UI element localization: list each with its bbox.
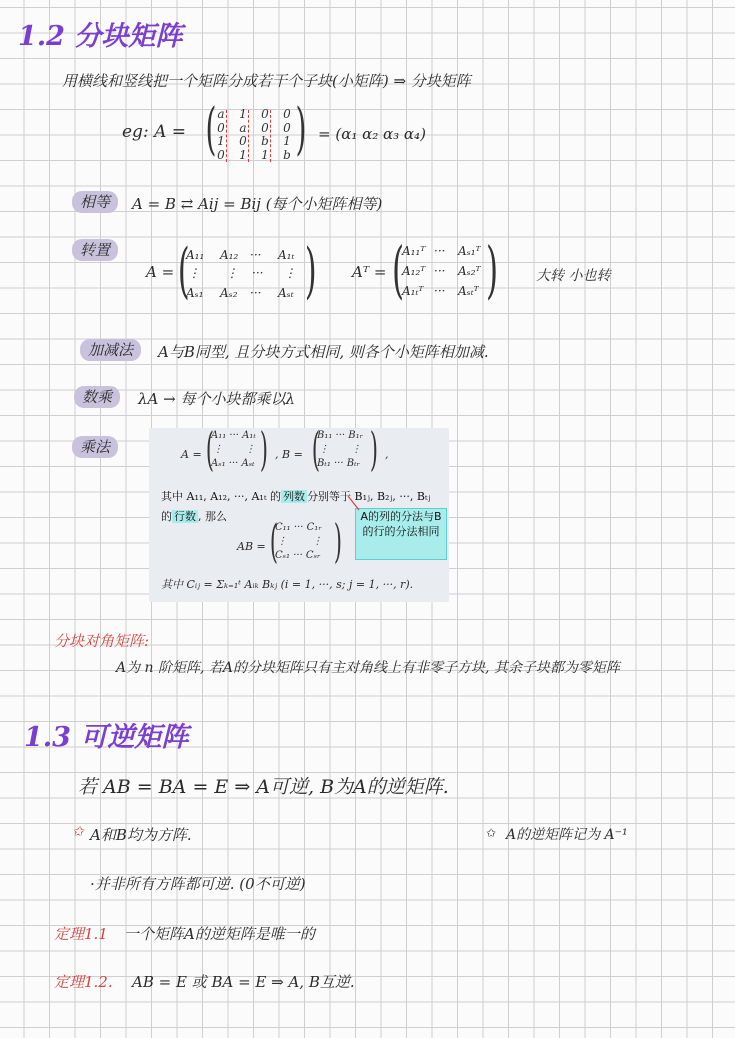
cell: 0 bbox=[261, 120, 269, 135]
example-matrix: ( ) a 1 0 0 0 a 0 0 1 0 b 1 0 1 1 b bbox=[205, 97, 307, 162]
add-subtract-rule: A与B同型, 且分块方式相同, 则各个小矩阵相加减. bbox=[158, 343, 489, 361]
inverse-notation-note: A的逆矩阵记为 A⁻¹ bbox=[506, 827, 628, 843]
scalar-mult-rule: λA → 每个小块都乘以λ bbox=[138, 390, 295, 408]
excerpt-line1 bbox=[161, 488, 431, 504]
excerpt-formula: 其中 Cᵢⱼ = Σₖ₌₁ᵗ Aᵢₖ Bₖⱼ (i = 1, ···, s; j = 1, ···, r). bbox=[161, 578, 414, 591]
theorem-1-2-label: 定理1.2. bbox=[54, 973, 113, 991]
tag-scalar-mult: 数乘 bbox=[74, 386, 120, 408]
excerpt-matrix-b: ( ) B₁₁ ··· B₁ᵣ ⋮ ⋮ Bₜ₁ ··· Bₜᵣ bbox=[311, 422, 379, 476]
diagonal-block-label: 分块对角矩阵: bbox=[54, 632, 150, 650]
cell: b bbox=[261, 134, 269, 148]
cell: 0 bbox=[261, 107, 269, 121]
callout-note: A的列的分法与B的行的分法相同 bbox=[355, 508, 447, 560]
tag-add-subtract: 加减法 bbox=[80, 339, 141, 361]
excerpt-line2 bbox=[161, 508, 227, 524]
inverse-definition: 若 AB = BA = E ⇒ A可逆, B为A的逆矩阵. bbox=[78, 776, 449, 798]
callout-pointer bbox=[345, 494, 361, 514]
cell: 1 bbox=[261, 147, 269, 162]
star-icon: ✩ bbox=[72, 824, 84, 840]
block-matrix-a: ( ) A₁₁ A₁₂ ··· A₁ₜ ⋮ ⋮ ··· ⋮ Aₛ₁ Aₛ₂ ··· Aₛₜ bbox=[177, 236, 317, 306]
example-label: eg: A = bbox=[122, 122, 186, 142]
equal-rule: A = B ⇄ Aij = Bij (每个小矩阵相等) bbox=[132, 195, 383, 213]
transpose-rhs-lhs: Aᵀ = bbox=[352, 263, 387, 281]
excerpt-text: 的 bbox=[161, 510, 172, 523]
excerpt-text: 分别等于 B₁ⱼ, B₂ⱼ, ···, Bₜⱼ bbox=[307, 490, 431, 503]
excerpt-text: , 那么 bbox=[198, 510, 227, 523]
diagonal-block-definition: A为 n 阶矩阵, 若A的分块矩阵只有主对角线上有非零子方块, 其余子块都为零矩阵 bbox=[116, 660, 620, 676]
theorem-1-1-label: 定理1.1 bbox=[54, 925, 108, 943]
textbook-excerpt: A = ( ) A₁₁ ··· A₁ₜ ⋮ ⋮ Aₛ₁ ··· Aₛₜ , B = ( ) B₁₁ ··· B₁ᵣ ⋮ ⋮ Bₜ₁ ··· Bₜᵣ , 其中 A₁₁, A₁₂, ···, A₁ₜ 的 列数 分别等于 B₁ⱼ, B₂ⱼ, ···, Bₜⱼ 的 行数 , 那么 AB = ( ) C₁₁ ··· C₁ᵣ ⋮ ⋮ Cₛ₁ ··· Cₛᵣ A的列的分法与B的行的分法相同 其中 Cᵢⱼ = Σₖ₌₁ᵗ Aᵢₖ Bₖⱼ (i = 1, ···, s; j = 1, ···, r). bbox=[149, 428, 449, 602]
excerpt-matrix-c: ( ) C₁₁ ··· C₁ᵣ ⋮ ⋮ Cₛ₁ ··· Cₛᵣ bbox=[269, 514, 343, 568]
cell: 0 bbox=[239, 134, 247, 148]
block-matrix-definition: 用横线和竖线把一个矩阵分成若干个子块(小矩阵) ⇒ 分块矩阵 bbox=[62, 72, 471, 90]
transpose-note: 大转 小也转 bbox=[536, 268, 611, 284]
highlight-column-count: 列数 bbox=[283, 490, 306, 503]
excerpt-matrix-a: ( ) A₁₁ ··· A₁ₜ ⋮ ⋮ Aₛ₁ ··· Aₛₜ bbox=[205, 422, 269, 476]
column-vector-form: = (α₁ α₂ α₃ α₄) bbox=[318, 125, 426, 143]
not-all-invertible-note: ·并非所有方阵都可逆. (0不可逆) bbox=[90, 875, 306, 893]
cell: 1 bbox=[217, 134, 225, 148]
cell: 1 bbox=[283, 134, 291, 148]
section-title-1-2: 1.2 分块矩阵 bbox=[18, 21, 183, 52]
block-matrix-a-transpose: ( ) A₁₁ᵀ ··· Aₛ₁ᵀ A₁₂ᵀ ··· Aₛ₂ᵀ A₁ₜᵀ ··· Aₛₜᵀ bbox=[392, 233, 498, 306]
theorem-1-1-text: 一个矩阵A的逆矩阵是唯一的 bbox=[124, 925, 315, 943]
cell: 0 bbox=[217, 147, 225, 162]
cell: a bbox=[239, 120, 247, 135]
tag-multiplication: 乘法 bbox=[72, 436, 118, 458]
cell: 0 bbox=[217, 120, 225, 135]
section-title-1-3: 1.3 可逆矩阵 bbox=[24, 722, 189, 753]
cell: 0 bbox=[283, 107, 291, 121]
highlight-row-count: 行数 bbox=[174, 510, 196, 523]
cell: 0 bbox=[283, 120, 291, 135]
theorem-1-2-text: AB = E 或 BA = E ⇒ A, B互逆. bbox=[132, 973, 355, 991]
transpose-lhs: A = bbox=[146, 263, 175, 281]
cell: a bbox=[217, 107, 225, 121]
tag-transpose: 转置 bbox=[72, 239, 118, 261]
excerpt-text: 其中 A₁₁, A₁₂, ···, A₁ₜ 的 bbox=[161, 490, 282, 503]
square-matrix-note: A和B均为方阵. bbox=[90, 826, 192, 844]
star-icon: ✩ bbox=[486, 826, 497, 840]
cell: b bbox=[283, 147, 291, 162]
tag-equal: 相等 bbox=[72, 191, 118, 213]
cell: 1 bbox=[239, 147, 247, 162]
cell: 1 bbox=[239, 107, 247, 121]
